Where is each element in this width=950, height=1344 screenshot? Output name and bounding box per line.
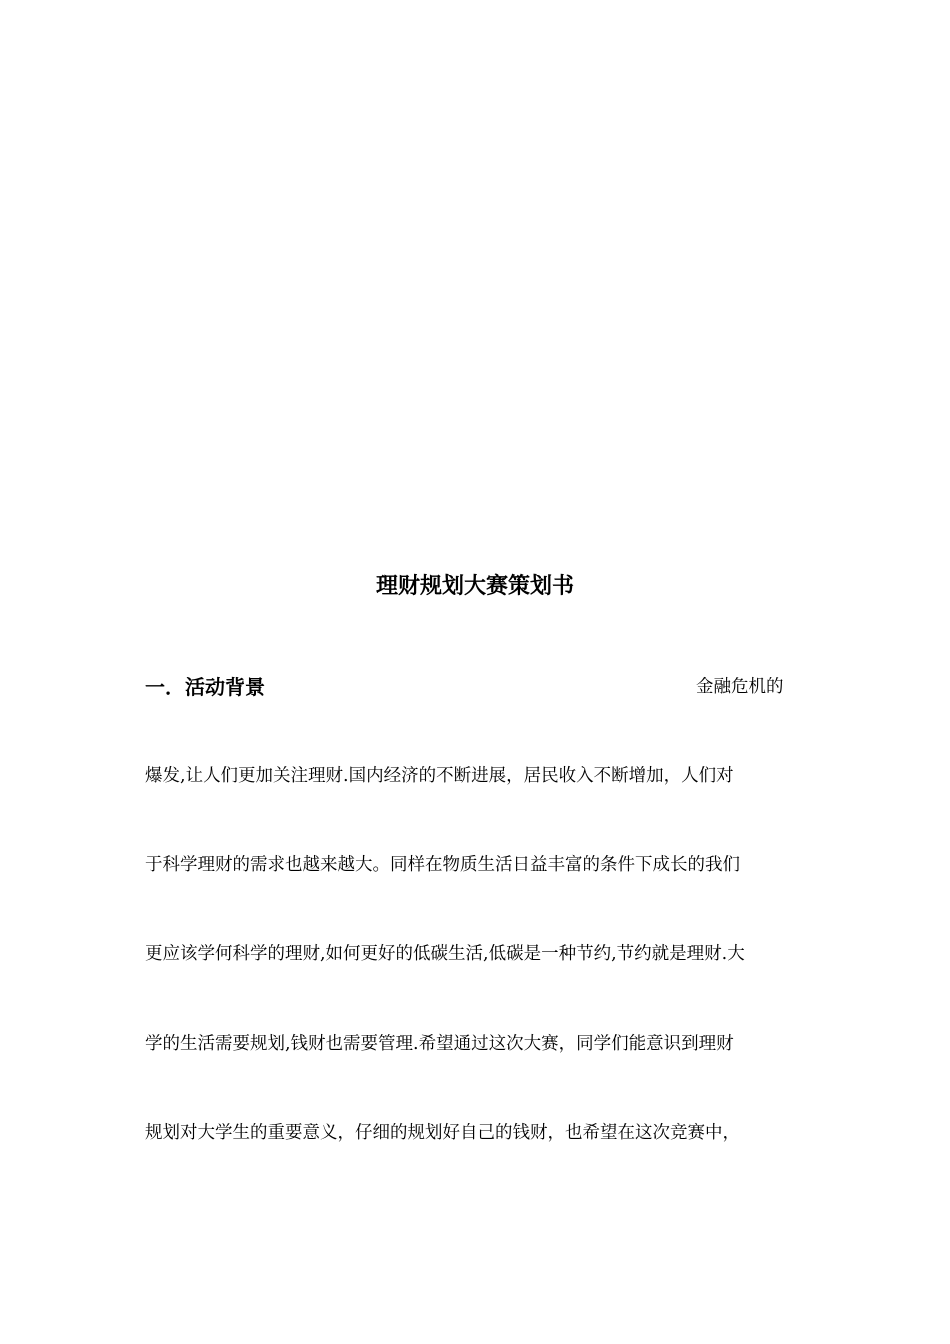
paragraph-line-1: 金融危机的 <box>696 677 784 697</box>
paragraph-line-2: 爆发,让人们更加关注理财.国内经济的不断进展，居民收入不断增加，人们对 <box>145 766 734 786</box>
document-title: 理财规划大赛策划书 <box>375 573 574 599</box>
paragraph-line-5: 学的生活需要规划,钱财也需要管理.希望通过这次大赛，同学们能意识到理财 <box>145 1034 734 1054</box>
paragraph-line-6: 规划对大学生的重要意义，仔细的规划好自己的钱财，也希望在这次竞赛中， <box>145 1123 740 1143</box>
section-heading-background: 一．活动背景 <box>145 675 265 699</box>
paragraph-line-3: 于科学理财的需求也越来越大。同样在物质生活日益丰富的条件下成长的我们 <box>145 855 740 875</box>
paragraph-line-4: 更应该学何科学的理财,如何更好的低碳生活,低碳是一种节约,节约就是理财.大 <box>145 944 745 964</box>
